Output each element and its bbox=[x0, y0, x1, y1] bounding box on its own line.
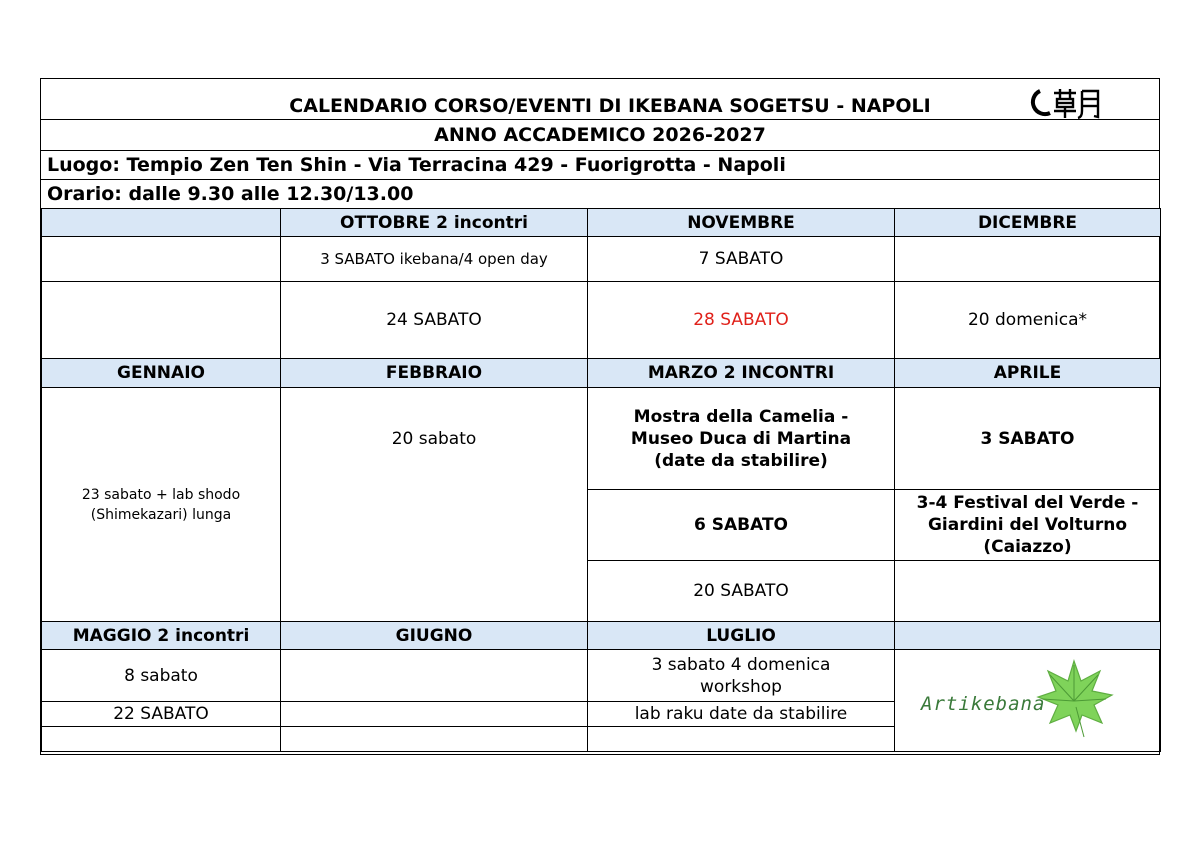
cell-empty bbox=[42, 727, 281, 752]
schedule-text: Orario: dalle 9.30 alle 12.30/13.00 bbox=[47, 183, 414, 205]
cell-febbraio: 20 sabato bbox=[281, 388, 588, 622]
cell-novembre-2: 28 SABATO bbox=[588, 282, 895, 359]
cell-gennaio-line-1: 23 sabato + lab shodo bbox=[81, 486, 241, 503]
cell-empty bbox=[281, 727, 588, 752]
cell-novembre-1: 7 SABATO bbox=[588, 237, 895, 282]
month-header-luglio: LUGLIO bbox=[588, 622, 895, 650]
table-row bbox=[42, 388, 1161, 490]
academic-year: ANNO ACCADEMICO 2026-2027 bbox=[434, 124, 766, 146]
month-header-ottobre: OTTOBRE 2 incontri bbox=[281, 209, 588, 237]
maple-leaf-icon bbox=[1034, 657, 1114, 739]
cell-marzo-1-line-2: Museo Duca di Martina bbox=[630, 428, 852, 449]
cell-dicembre-2: 20 domenica* bbox=[895, 282, 1161, 359]
cell-aprile-2-line-2: Giardini del Volturno bbox=[927, 515, 1128, 535]
cell-luglio-1-line-2: workshop bbox=[700, 676, 782, 697]
location-row bbox=[41, 151, 1159, 180]
month-header-dicembre: DICEMBRE bbox=[895, 209, 1161, 237]
month-header-row-1 bbox=[42, 209, 1161, 237]
cell-marzo-1 bbox=[588, 388, 895, 490]
cell-empty bbox=[281, 702, 588, 727]
cell-luglio-1-line-1: 3 sabato 4 domenica bbox=[651, 654, 831, 675]
brand-name: Artikebana bbox=[921, 692, 1046, 715]
brand-block bbox=[899, 653, 1156, 749]
cell-empty bbox=[895, 561, 1161, 622]
month-header-gennaio: GENNAIO bbox=[42, 359, 281, 388]
cell-maggio-2: 22 SABATO bbox=[42, 702, 281, 727]
table-row bbox=[42, 650, 1161, 702]
cell-empty bbox=[895, 237, 1161, 282]
month-header-row-2 bbox=[42, 359, 1161, 388]
month-header-giugno: GIUGNO bbox=[281, 622, 588, 650]
month-header-novembre: NOVEMBRE bbox=[588, 209, 895, 237]
cell-maggio-1: 8 sabato bbox=[42, 650, 281, 702]
location-text: Luogo: Tempio Zen Ten Shin - Via Terracina 429 - Fuorigrotta - Napoli bbox=[47, 154, 786, 176]
cell-empty bbox=[42, 237, 281, 282]
month-header-febbraio: FEBBRAIO bbox=[281, 359, 588, 388]
month-header-empty bbox=[42, 209, 281, 237]
month-header-aprile: APRILE bbox=[895, 359, 1161, 388]
cell-marzo-2: 6 SABATO bbox=[588, 490, 895, 561]
month-header-row-3 bbox=[42, 622, 1161, 650]
title-row bbox=[41, 79, 1159, 120]
cell-marzo-1-line-1: Mostra della Camelia - bbox=[633, 406, 849, 427]
cell-ottobre-1: 3 SABATO ikebana/4 open day bbox=[281, 237, 588, 282]
cell-aprile-2-line-1: 3-4 Festival del Verde - bbox=[916, 493, 1139, 513]
calendar-table bbox=[41, 208, 1161, 752]
month-header-maggio: MAGGIO 2 incontri bbox=[42, 622, 281, 650]
cell-aprile-2 bbox=[895, 490, 1161, 561]
month-header-empty bbox=[895, 622, 1161, 650]
cell-aprile-2-line-3: (Caiazzo) bbox=[983, 537, 1072, 557]
cell-luglio-1 bbox=[588, 650, 895, 702]
cell-gennaio bbox=[42, 388, 281, 622]
calendar-sheet bbox=[40, 78, 1160, 755]
table-row bbox=[42, 282, 1161, 359]
cell-brand bbox=[895, 650, 1161, 752]
cell-empty bbox=[588, 727, 895, 752]
page-title: CALENDARIO CORSO/EVENTI DI IKEBANA SOGETSU - NAPOLI bbox=[289, 95, 931, 117]
cell-empty bbox=[42, 282, 281, 359]
cell-aprile-1: 3 SABATO bbox=[895, 388, 1161, 490]
sogetsu-logo-icon bbox=[1026, 87, 1106, 119]
cell-empty bbox=[281, 650, 588, 702]
cell-gennaio-line-2: (Shimekazari) lunga bbox=[90, 506, 232, 523]
table-row bbox=[42, 237, 1161, 282]
cell-luglio-2: lab raku date da stabilire bbox=[588, 702, 895, 727]
month-header-marzo: MARZO 2 INCONTRI bbox=[588, 359, 895, 388]
cell-ottobre-2: 24 SABATO bbox=[281, 282, 588, 359]
cell-marzo-3: 20 SABATO bbox=[588, 561, 895, 622]
subtitle-row bbox=[41, 120, 1159, 151]
schedule-row bbox=[41, 180, 1159, 208]
cell-marzo-1-line-3: (date da stabilire) bbox=[654, 450, 828, 471]
